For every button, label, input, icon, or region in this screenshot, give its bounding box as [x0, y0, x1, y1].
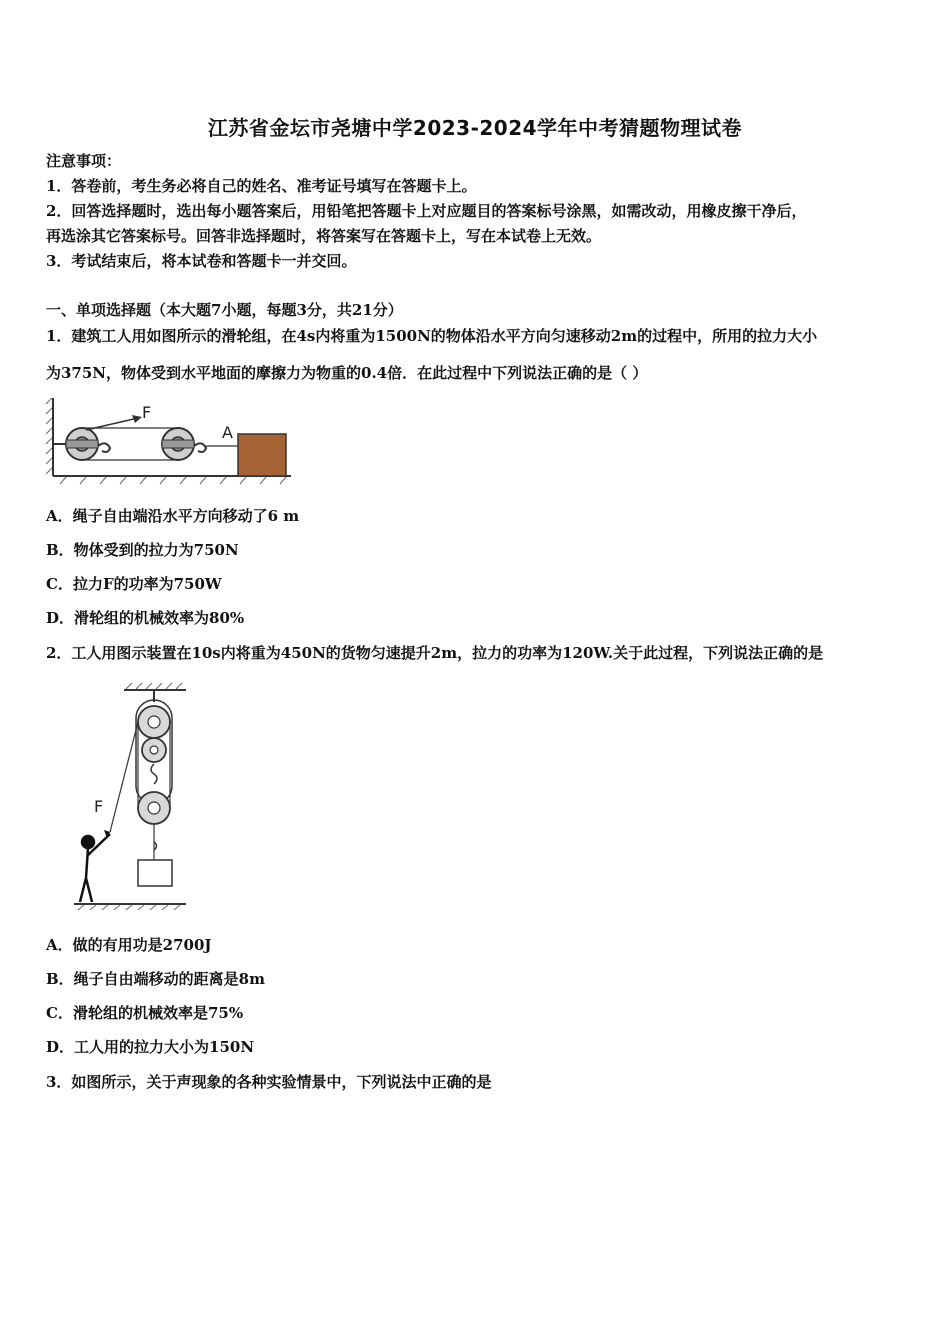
cargo-box [138, 860, 172, 886]
section-heading: 一、单项选择题（本大题7小题，每题3分，共21分） [46, 301, 403, 319]
q1-stem-line2: 为375N，物体受到水平地面的摩擦力为物重的0.4倍．在此过程中下列说法正确的是（ ） [46, 364, 648, 382]
hook-right [194, 443, 206, 452]
movable-pulley [138, 792, 170, 824]
notice-item-2-cont: 再选涂其它答案标号。回答非选择题时，将答案写在答题卡上，写在本试卷上无效。 [46, 227, 602, 245]
q2-option-c[interactable]: C．滑轮组的机械效率是75% [46, 1004, 244, 1022]
q1-option-d[interactable]: D．滑轮组的机械效率为80% [46, 609, 245, 627]
q2-option-b[interactable]: B．绳子自由端移动的距离是8m [46, 970, 265, 988]
fixed-pulley [138, 706, 170, 762]
force-arrow [132, 415, 142, 423]
q2-option-d[interactable]: D．工人用的拉力大小为150N [46, 1038, 255, 1056]
force-label: F [94, 797, 104, 816]
q1-pulley-figure [46, 396, 296, 488]
ground-hatching [78, 905, 180, 910]
worker-figure [80, 834, 110, 902]
movable-pulley [162, 428, 194, 460]
q2-option-a[interactable]: A．做的有用功是2700J [46, 936, 212, 954]
q1-option-a[interactable]: A．绳子自由端沿水平方向移动了6 m [46, 507, 300, 525]
pull-rope [110, 722, 138, 832]
fixed-pulley [66, 428, 98, 460]
ground-hatching [60, 477, 286, 484]
q1-option-c[interactable]: C．拉力F的功率为750W [46, 575, 222, 593]
block-label: A [222, 423, 233, 442]
q2-pulley-figure [74, 682, 190, 912]
q1-stem-line1: 1．建筑工人用如图所示的滑轮组，在4s内将重为1500N的物体沿水平方向匀速移动2m的过程中，所用的拉力大小 [46, 327, 818, 345]
notice-heading: 注意事项： [46, 152, 122, 170]
block-a [238, 434, 286, 476]
notice-item-3: 3．考试结束后，将本试卷和答题卡一并交回。 [46, 252, 357, 270]
q1-option-b[interactable]: B．物体受到的拉力为750N [46, 541, 239, 559]
notice-item-1: 1．答卷前，考生务必将自己的姓名、准考证号填写在答题卡上。 [46, 177, 477, 195]
wall-hatching [46, 398, 52, 474]
q2-stem: 2．工人用图示装置在10s内将重为450N的货物匀速提升2m，拉力的功率为120W.关于此过程，下列说法正确的是 [46, 644, 824, 662]
q3-stem: 3．如图所示，关于声现象的各种实验情景中，下列说法中正确的是 [46, 1073, 492, 1091]
ceiling-hatching [126, 683, 182, 689]
hook-left [98, 443, 110, 452]
notice-item-2: 2．回答选择题时，选出每小题答案后，用铅笔把答题卡上对应题目的答案标号涂黑，如需改动，用橡皮擦干净后， [46, 202, 807, 220]
force-label: F [142, 403, 152, 422]
page-title: 江苏省金坛市尧塘中学2023-2024学年中考猜题物理试卷 [207, 116, 743, 140]
